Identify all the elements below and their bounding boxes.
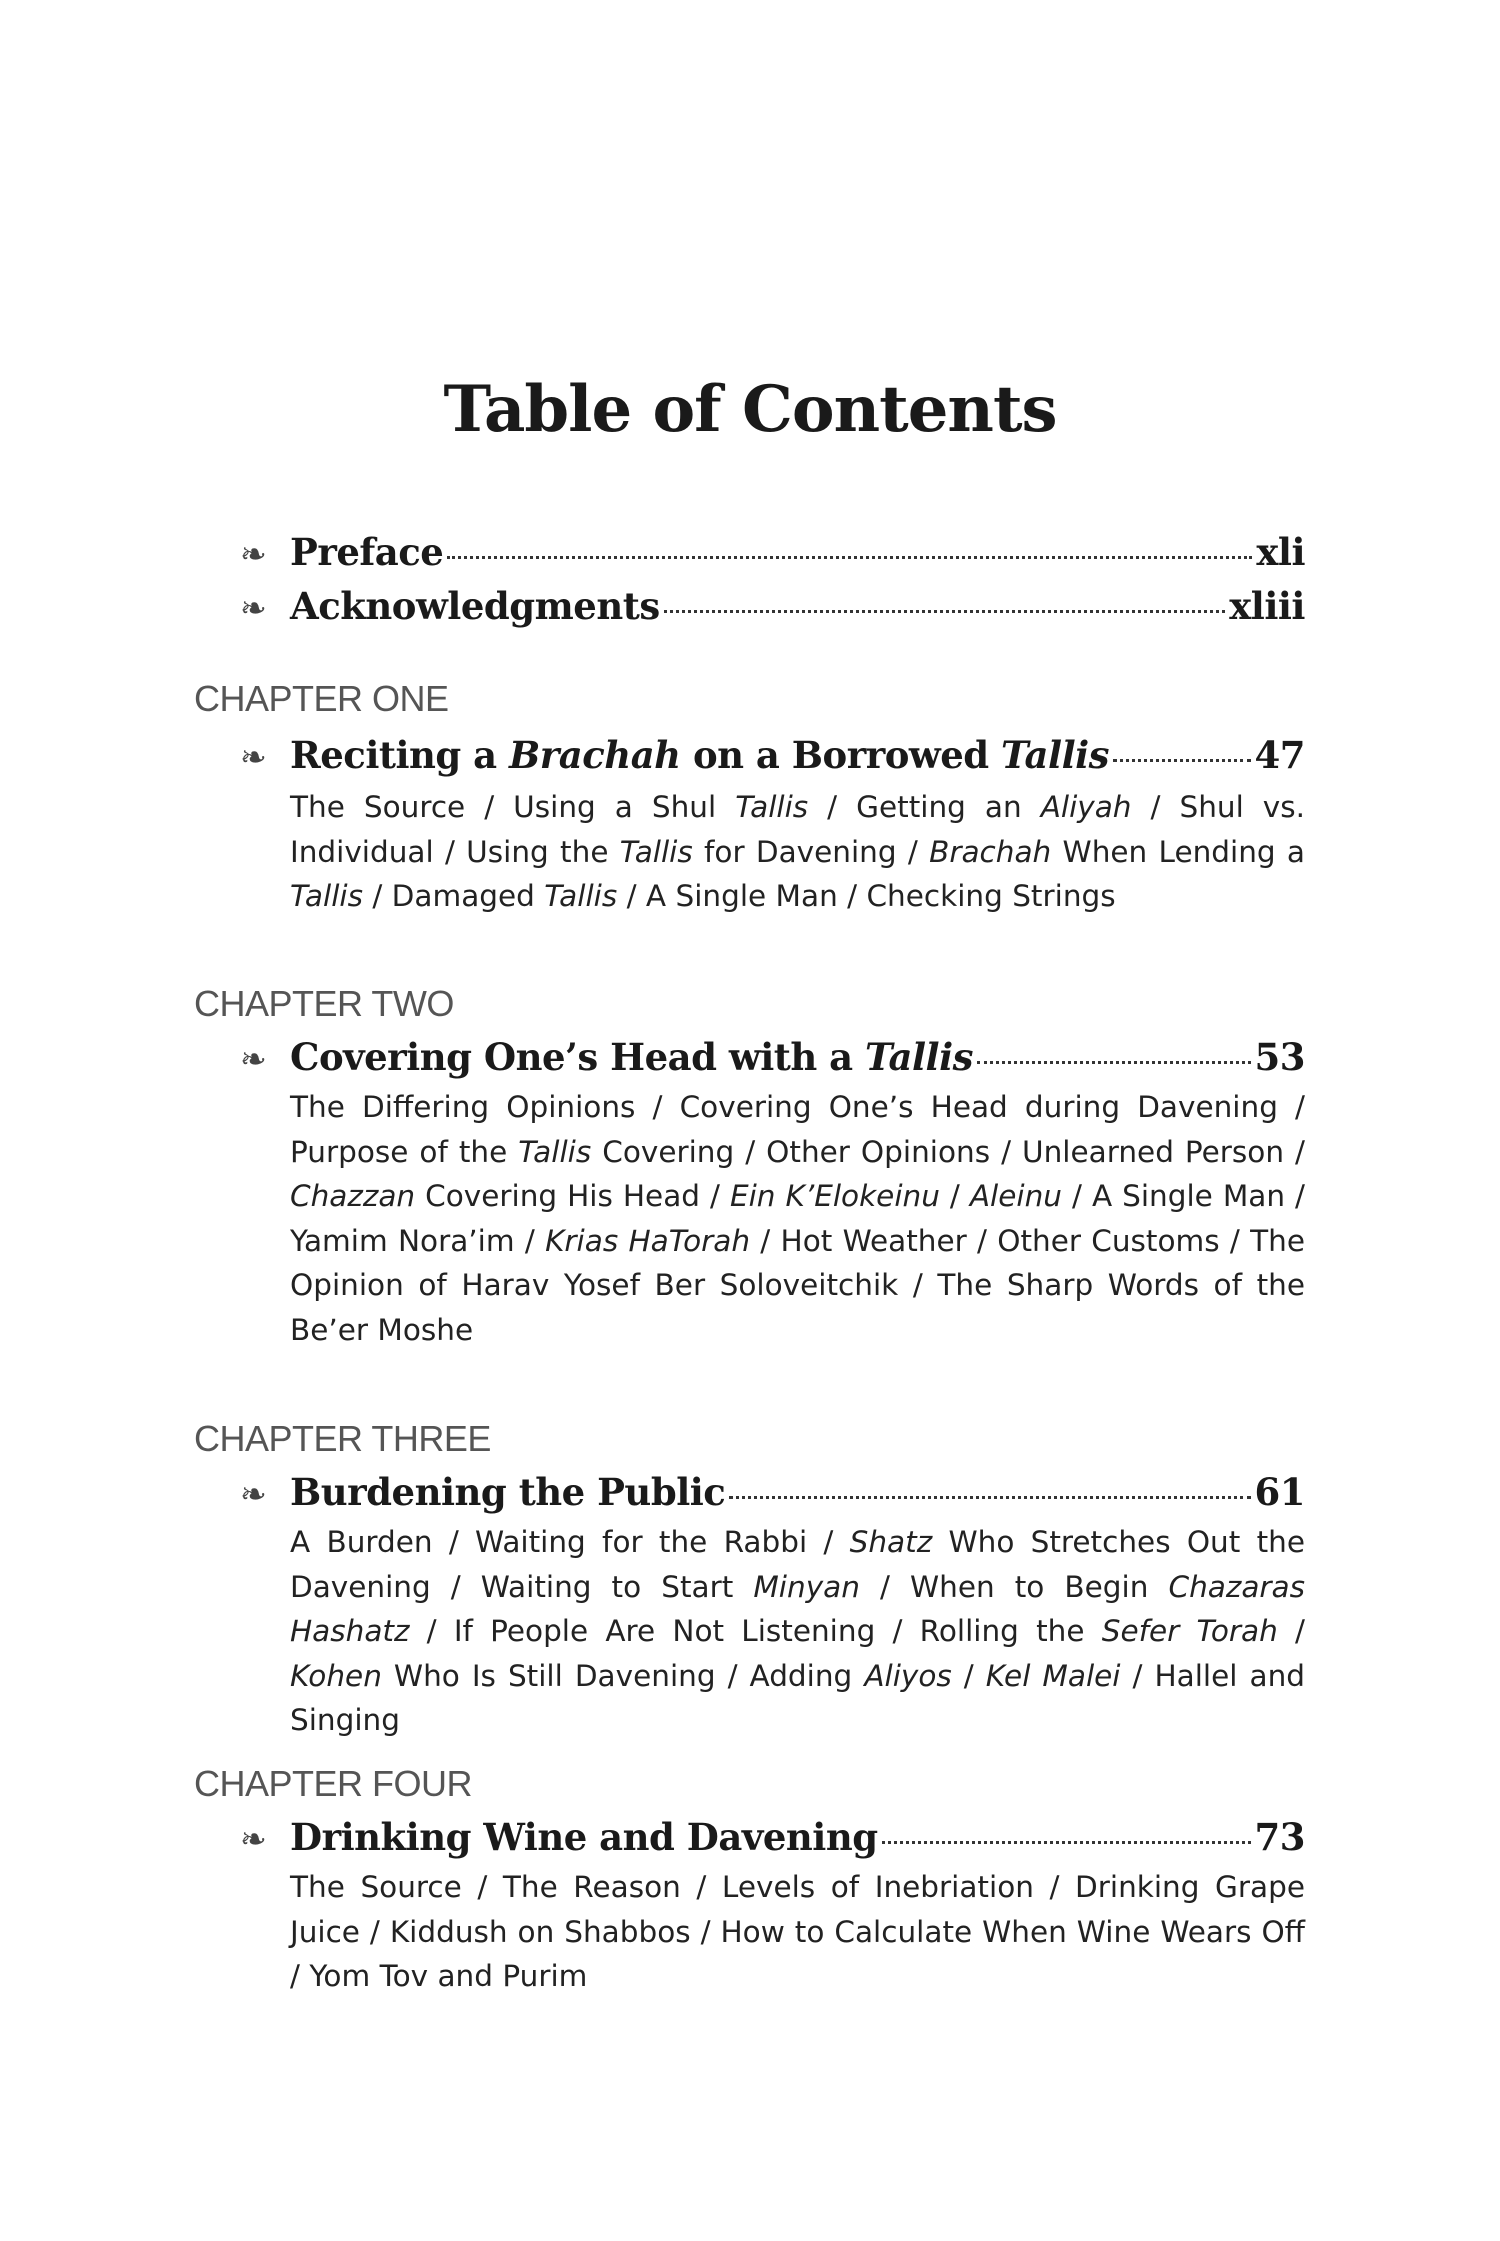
text-run: for Davening / bbox=[692, 834, 930, 869]
chapter-topics bbox=[290, 1520, 1305, 1743]
page-number: xli bbox=[1256, 530, 1305, 574]
leaf-ornament-icon: ❧ bbox=[240, 1820, 267, 1858]
text-run: / bbox=[939, 1179, 970, 1213]
chapter-heading: CHAPTER TWO bbox=[194, 983, 454, 1024]
dot-leader bbox=[447, 556, 1252, 559]
entry-title: Preface bbox=[290, 530, 444, 574]
entry-title bbox=[290, 733, 1109, 777]
italic-term: Kohen bbox=[290, 1658, 382, 1693]
leaf-ornament-icon: ❧ bbox=[240, 1040, 267, 1078]
text-run: The Source / The Reason / Levels of Inebriation / Drinking Grape Juice / Kiddush on Shabbos / How to Calculate When Wine Wears Off / Yom Tov and Purim bbox=[290, 1870, 1305, 1993]
chapter-heading: CHAPTER FOUR bbox=[194, 1763, 473, 1804]
chapter-topics bbox=[290, 1865, 1305, 1999]
italic-term: Minyan bbox=[753, 1569, 860, 1604]
entry-title bbox=[290, 1815, 878, 1859]
italic-term: Brachah bbox=[509, 733, 681, 777]
italic-term: Kel Malei bbox=[985, 1658, 1121, 1693]
italic-term: Tallis bbox=[619, 834, 693, 869]
italic-term: Chazzan bbox=[290, 1179, 416, 1213]
chapter-heading: CHAPTER THREE bbox=[194, 1418, 491, 1459]
text-run: The Differing Opinions / Covering One’s Head during Davening / Purpose of the bbox=[290, 1090, 1305, 1169]
text-run: The Source / Using a Shul bbox=[290, 790, 736, 824]
page-number: xliii bbox=[1229, 584, 1305, 628]
italic-term: Shatz bbox=[849, 1525, 933, 1559]
text-run: A Burden / Waiting for the Rabbi / bbox=[290, 1525, 850, 1559]
text-run: / Damaged bbox=[362, 879, 545, 913]
italic-term: Chazaras Hashatz bbox=[290, 1569, 1305, 1648]
chapter-heading: CHAPTER ONE bbox=[194, 678, 449, 719]
dot-leader bbox=[1113, 759, 1250, 762]
text-run: Burdening the Public bbox=[290, 1470, 726, 1514]
chapter-topics bbox=[290, 1085, 1305, 1352]
italic-term: Aleinu bbox=[969, 1179, 1062, 1213]
italic-term: Tallis bbox=[735, 790, 809, 824]
leaf-ornament-icon: ❧ bbox=[240, 1475, 267, 1513]
entry-title bbox=[290, 1470, 725, 1514]
page-title: Table of Contents bbox=[443, 372, 1057, 447]
toc-entry-acknowledgments[interactable] bbox=[240, 584, 1305, 636]
italic-term: Tallis bbox=[290, 879, 363, 913]
italic-term: Tallis bbox=[1001, 733, 1110, 777]
dot-leader bbox=[664, 610, 1226, 613]
page-number: 53 bbox=[1254, 1035, 1305, 1079]
leaf-ornament-icon: ❧ bbox=[240, 535, 267, 573]
dot-leader bbox=[977, 1061, 1251, 1064]
text-run: Drinking Wine and Davening bbox=[290, 1815, 878, 1859]
text-run: / When to Begin bbox=[859, 1569, 1169, 1604]
toc-entry-chapter-two[interactable] bbox=[240, 1035, 1305, 1087]
toc-entry-preface[interactable] bbox=[240, 530, 1305, 582]
italic-term: Aliyah bbox=[1040, 790, 1132, 824]
dot-leader bbox=[729, 1496, 1250, 1499]
text-run: Reciting a bbox=[290, 733, 510, 777]
italic-term: Brachah bbox=[929, 834, 1052, 869]
italic-term: Tallis bbox=[865, 1035, 973, 1079]
toc-entry-chapter-three[interactable] bbox=[240, 1470, 1305, 1522]
text-run: Covering His Head / bbox=[415, 1179, 730, 1213]
text-run: on a Borrowed bbox=[680, 733, 1002, 777]
text-run: / If People Are Not Listening / Rolling the bbox=[409, 1614, 1102, 1648]
entry-title: Acknowledgments bbox=[290, 584, 660, 628]
italic-term: Krias HaTorah bbox=[545, 1223, 751, 1258]
text-run: / bbox=[1277, 1614, 1305, 1648]
toc-entry-chapter-one[interactable] bbox=[240, 733, 1305, 785]
page-number: 73 bbox=[1254, 1815, 1305, 1859]
text-run: / Hot Weather / Other Customs / The Opinion of Harav Yosef Ber Soloveitchik / The Sharp Words of the Be’er Moshe bbox=[290, 1223, 1305, 1347]
page-number: 61 bbox=[1254, 1470, 1305, 1514]
text-run: / Hallel and Singing bbox=[290, 1658, 1305, 1737]
leaf-ornament-icon: ❧ bbox=[240, 589, 267, 627]
italic-term: Ein K’Elokeinu bbox=[729, 1179, 940, 1213]
text-run: / bbox=[951, 1658, 986, 1693]
dot-leader bbox=[882, 1841, 1251, 1844]
text-run: Covering / Other Opinions / Unlearned Person / bbox=[591, 1134, 1305, 1169]
entry-title bbox=[290, 1035, 973, 1079]
text-run: When Lending a bbox=[1051, 834, 1306, 869]
page-number: 47 bbox=[1254, 733, 1305, 777]
text-run: / A Single Man / Checking Strings bbox=[617, 879, 1116, 913]
text-run: Who Stretches Out the Davening / Waiting to Start bbox=[290, 1525, 1305, 1604]
italic-term: Sefer Torah bbox=[1101, 1614, 1278, 1648]
text-run: Covering One’s Head with a bbox=[290, 1035, 865, 1079]
text-run: Who Is Still Davening / Adding bbox=[381, 1658, 865, 1693]
text-run: / Getting an bbox=[808, 790, 1041, 824]
leaf-ornament-icon: ❧ bbox=[240, 738, 267, 776]
italic-term: Tallis bbox=[518, 1134, 592, 1169]
chapter-topics bbox=[290, 785, 1305, 919]
toc-entry-chapter-four[interactable] bbox=[240, 1815, 1305, 1867]
text-run: / A Single Man / Yamim Nora’im / bbox=[290, 1179, 1305, 1258]
italic-term: Tallis bbox=[544, 879, 618, 913]
italic-term: Aliyos bbox=[864, 1658, 952, 1693]
text-run: / Shul vs. Individual / Using the bbox=[290, 790, 1305, 869]
